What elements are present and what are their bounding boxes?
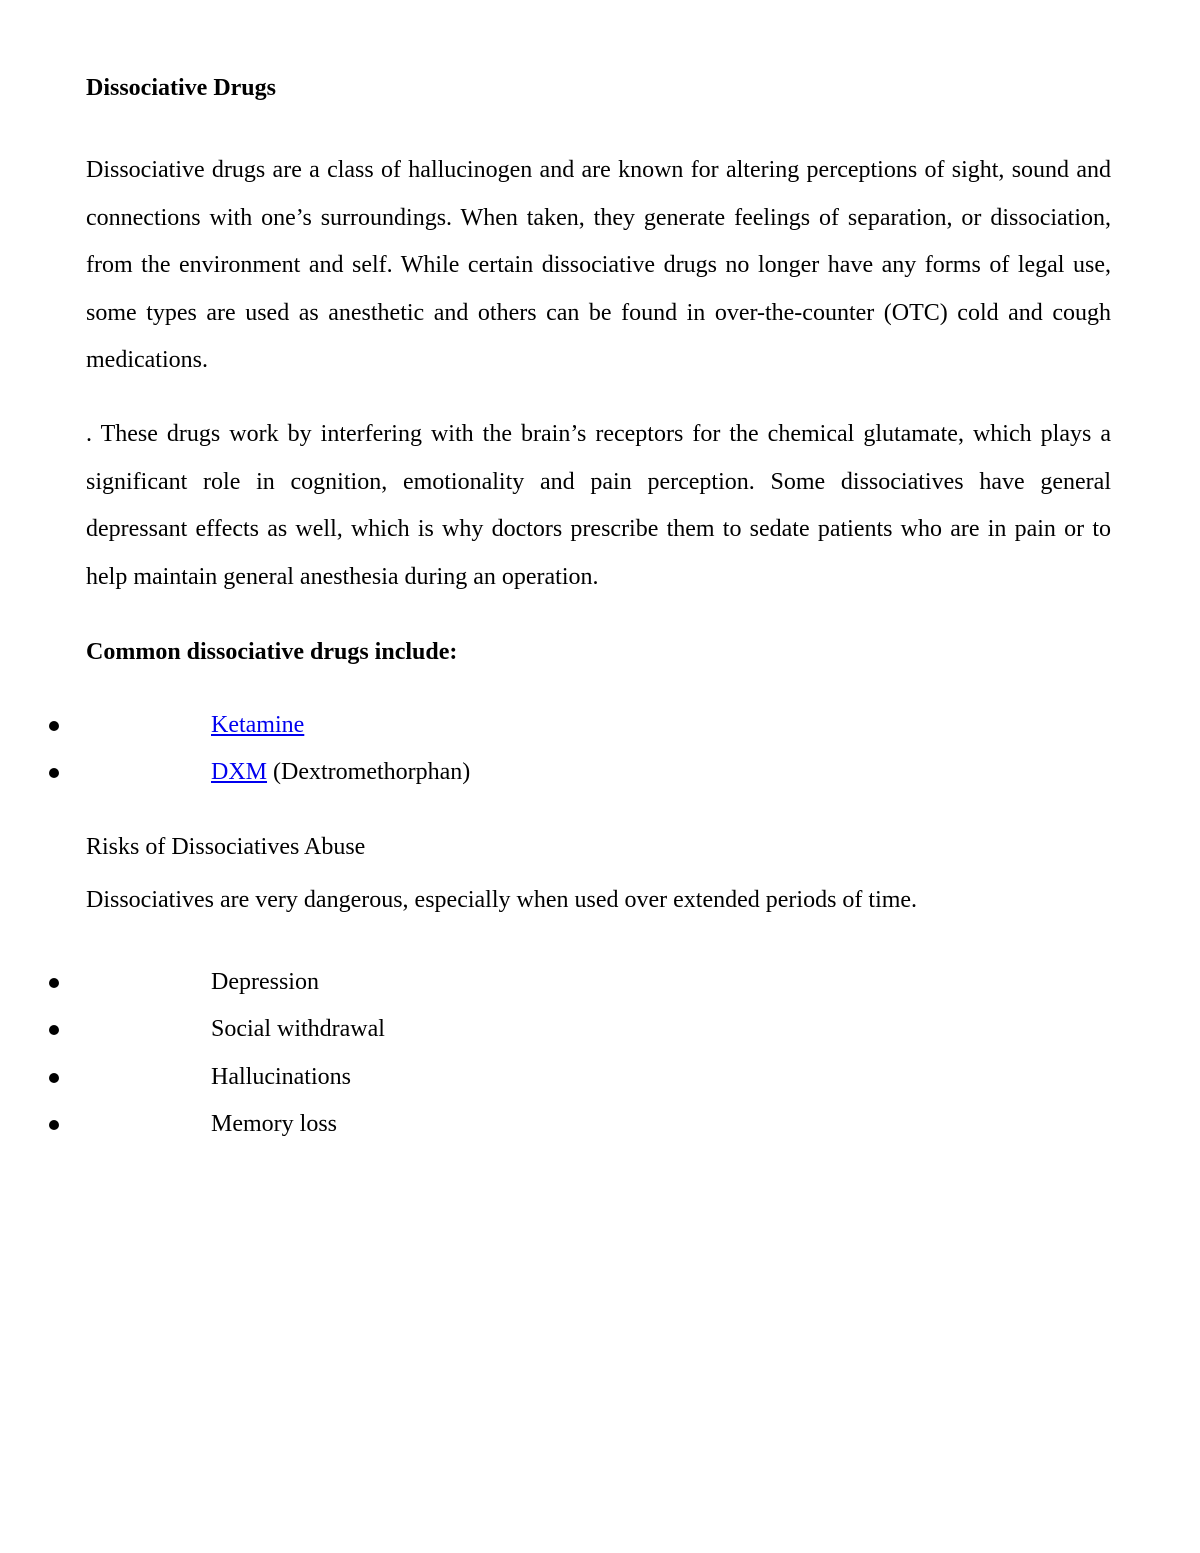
document-title: Dissociative Drugs [86, 75, 276, 101]
list-item-depression [0, 966, 1200, 998]
bullet-icon [49, 768, 59, 778]
list-item-text: Hallucinations [211, 1064, 351, 1090]
list-item-text: Social withdrawal [211, 1016, 385, 1042]
dxm-link[interactable]: DXM [211, 759, 268, 785]
list-item-dxm [0, 756, 1200, 788]
list-item-hallucinations [0, 1061, 1200, 1093]
common-drugs-heading: Common dissociative drugs include: [86, 639, 458, 665]
bullet-icon [49, 1025, 59, 1035]
bullet-icon [49, 721, 59, 731]
bullet-icon [49, 1073, 59, 1083]
risks-heading: Risks of Dissociatives Abuse [86, 834, 366, 860]
list-item-social-withdrawal [0, 1013, 1200, 1045]
risks-intro: Dissociatives are very dangerous, especially when used over extended periods of time. [86, 887, 918, 913]
list-item-text: Depression [211, 969, 319, 995]
list-item-suffix: (Dextromethorphan) [267, 759, 471, 785]
list-item-text [211, 709, 304, 741]
list-item-text: Memory loss [211, 1111, 337, 1137]
bullet-icon [49, 978, 59, 988]
list-item-ketamine [0, 709, 1200, 741]
list-item-text [211, 756, 470, 788]
mechanism-paragraph: . These drugs work by interfering with the brain’s receptors for the chemical glutamate, which plays a significant role in cognition, emotionality and pain perception. Some dissociatives have general depressant effects as well, which is why doctors prescribe them to sedate patients who are in pain or to help maintain general anesthesia during an operation. [86, 421, 1111, 590]
ketamine-link[interactable]: Ketamine [211, 712, 305, 738]
intro-paragraph: Dissociative drugs are a class of hallucinogen and are known for altering perceptions of sight, sound and connections with one’s surroundings. When taken, they generate feelings of separation, or dissociation, from the environment and self. While certain dissociative drugs no longer have any forms of legal use, some types are used as anesthetic and others can be found in over-the-counter (OTC) cold and cough medications. [86, 157, 1111, 373]
list-item-memory-loss [0, 1108, 1200, 1140]
bullet-icon [49, 1120, 59, 1130]
